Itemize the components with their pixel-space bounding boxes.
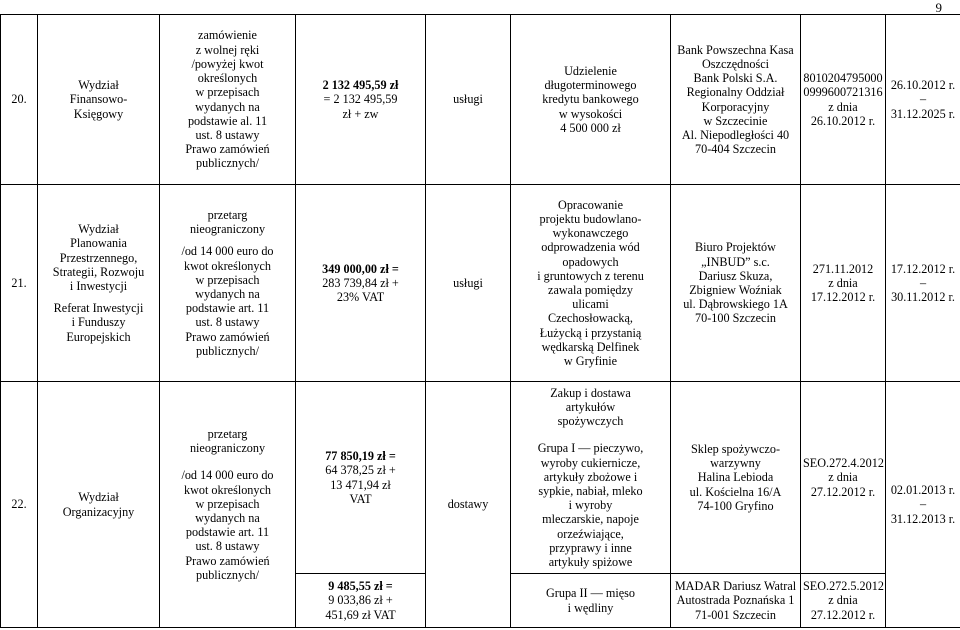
table-row <box>1 15 960 185</box>
value-cell <box>296 185 426 382</box>
table-row <box>1 382 960 574</box>
contractor-cell: Sklep spożywczo- warzywny Halina Lebioda ul. Kościelna 16/A 74-100 Gryfino <box>671 382 801 574</box>
contract-number-cell: 8010204795000 0999600721316 z dnia 26.10.2012 r. <box>801 15 886 185</box>
row-number: 21. <box>1 185 38 382</box>
value-cell <box>296 574 426 628</box>
subject-cell: Opracowanie projektu budowlano- wykonawczego odprowadzenia wód opadowych i gruntowych z terenu zawala pomiędzy ulicami Czechosłowacką, Łużycką i przystanią wędkarską Delfinek w Gryfinie <box>511 185 671 382</box>
value-main: 2 132 495,59 zł <box>322 78 399 93</box>
value-main: 349 000,00 zł = <box>322 261 399 276</box>
type-cell: usługi <box>426 15 511 185</box>
period-cell: 17.12.2012 r. – 30.11.2012 r. <box>886 185 960 382</box>
contract-number-cell: 271.11.2012 z dnia 17.12.2012 r. <box>801 185 886 382</box>
contract-number-cell: SEO.272.4.2012 z dnia 27.12.2012 r. <box>801 382 886 574</box>
type-cell: dostawy <box>426 382 511 628</box>
contractor-cell: Bank Powszechna Kasa Oszczędności Bank Polski S.A. Regionalny Oddział Korporacyjny w Szczecinie Al. Niepodległości 40 70-404 Szczecin <box>671 15 801 185</box>
subject-cell: Grupa II — mięso i wędliny <box>511 574 671 628</box>
contract-number-cell: SEO.272.5.2012 z dnia 27.12.2012 r. <box>801 574 886 628</box>
subject-cell: Zakup i dostawa artykułów spożywczych Grupa I — pieczywo, wyroby cukiernicze, artykuły zbożowe i sypkie, nabiał, mleko i wyroby mleczarskie, napoje orzeźwiające, przyprawy i inne artykuły spiżowe <box>511 382 671 574</box>
department-subunit: Referat Inwestycji i Funduszy Europejskich <box>53 301 144 344</box>
department-cell: Wydział Planowania Przestrzennego, Strategii, Rozwoju i Inwestycji Referat Inwestycji i Funduszy Europejskich <box>38 185 160 382</box>
row-number: 20. <box>1 15 38 185</box>
table-row <box>1 185 960 382</box>
department-cell: Wydział Organizacyjny <box>38 382 160 628</box>
page-number: 9 <box>935 0 942 15</box>
type-cell: usługi <box>426 185 511 382</box>
contracts-table <box>0 14 960 628</box>
procurement-mode-cell: zamówienie z wolnej ręki /powyżej kwot określonych w przepisach wydanych na podstawie al. 11 ust. 8 ustawy Prawo zamówień publicznych/ <box>160 15 296 185</box>
contractor-cell: MADAR Dariusz Watral Autostrada Poznańska 1 71-001 Szczecin <box>671 574 801 628</box>
value-detail: 9 033,86 zł + 451,69 zł VAT <box>325 593 396 622</box>
value-main: 9 485,55 zł = <box>328 579 393 594</box>
value-detail: = 2 132 495,59 zł + zw <box>323 92 398 121</box>
value-detail: 283 739,84 zł + 23% VAT <box>322 275 399 305</box>
value-cell <box>296 15 426 185</box>
value-main: 77 850,19 zł = <box>325 449 396 464</box>
contractor-cell: Biuro Projektów „INBUD” s.c. Dariusz Skuza, Zbigniew Woźniak ul. Dąbrowskiego 1A 70-100 Szczecin <box>671 185 801 382</box>
subject-cell: Udzielenie długoterminowego kredytu bankowego w wysokości 4 500 000 zł <box>511 15 671 185</box>
department-cell: Wydział Finansowo- Księgowy <box>38 15 160 185</box>
row-number: 22. <box>1 382 38 628</box>
value-detail: 64 378,25 zł + 13 471,94 zł VAT <box>325 463 396 506</box>
procurement-mode-cell: przetarg nieograniczony /od 14 000 euro do kwot określonych w przepisach wydanych na podstawie art. 11 ust. 8 ustawy Prawo zamówień publicznych/ <box>160 382 296 628</box>
value-cell <box>296 382 426 574</box>
period-cell: 02.01.2013 r. – 31.12.2013 r. <box>886 382 960 628</box>
procurement-mode-cell: przetarg nieograniczony /od 14 000 euro do kwot określonych w przepisach wydanych na podstawie art. 11 ust. 8 ustawy Prawo zamówień publicznych/ <box>160 185 296 382</box>
period-cell: 26.10.2012 r. – 31.12.2025 r. <box>886 15 960 185</box>
